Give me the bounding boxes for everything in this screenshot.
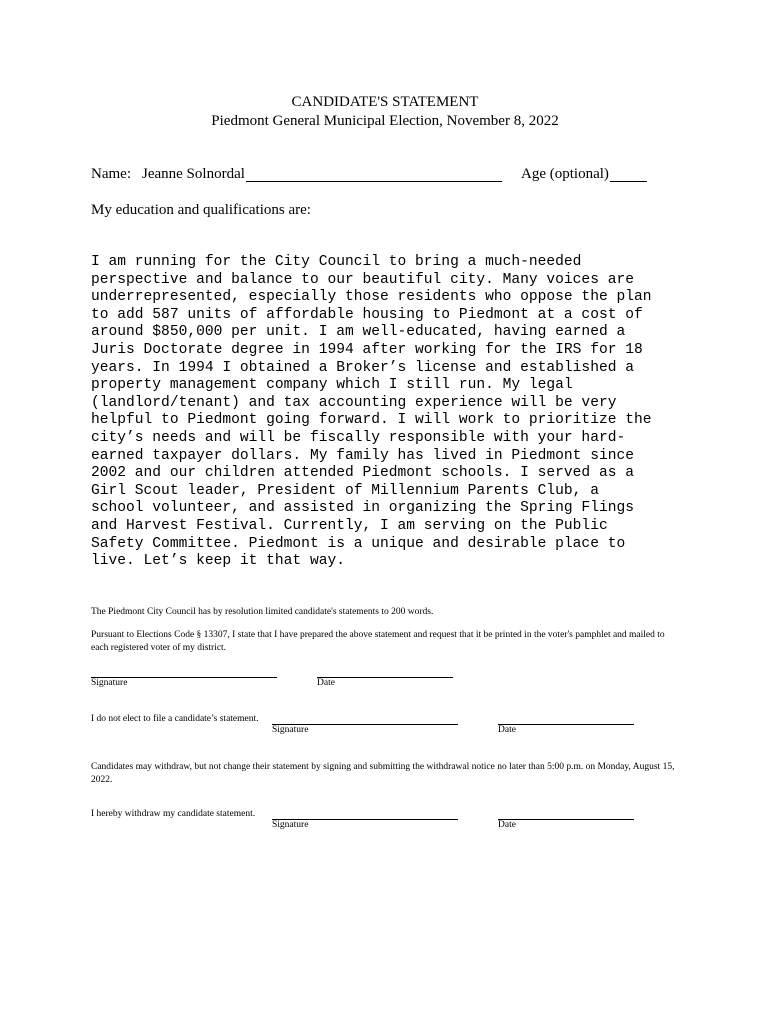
statement-line: (landlord/tenant) and tax accounting experience will be very xyxy=(91,394,617,411)
qualifications-label: My education and qualifications are: xyxy=(91,202,311,218)
candidate-statement xyxy=(91,254,691,571)
withdraw-text: I hereby withdraw my candidate statement. xyxy=(91,809,256,819)
statement-line: I am running for the City Council to bring a much-needed xyxy=(91,254,582,270)
age-blank-line[interactable] xyxy=(610,167,647,182)
date-label: Date xyxy=(317,678,335,688)
statement-line: 2002 and our children attended Piedmont schools. I served as a xyxy=(91,465,634,482)
statement-line: Juris Doctorate degree in 1994 after working for the IRS for 18 xyxy=(91,341,643,358)
pursuant-note: Pursuant to Elections Code § 13307, I state that I have prepared the above statement and request that it be printed in the voter's pamphlet and mailed to each registered voter of my district. xyxy=(91,630,665,653)
statement-line: perspective and balance to our beautiful city. Many voices are xyxy=(91,271,634,288)
word-limit-note: The Piedmont City Council has by resolution limited candidate's statements to 200 words. xyxy=(91,607,434,617)
statement-line: to add 587 units of affordable housing to Piedmont at a cost of xyxy=(91,306,643,323)
statement-line: helpful to Piedmont going forward. I will work to prioritize the xyxy=(91,412,652,429)
statement-line: property management company which I still run. My legal xyxy=(91,377,573,394)
date-line[interactable] xyxy=(498,724,634,725)
signature-label: Signature xyxy=(272,820,309,830)
statement-line: and Harvest Festival. Currently, I am serving on the Public xyxy=(91,517,608,534)
date-label: Date xyxy=(498,725,516,735)
statement-line: live. Let’s keep it that way. xyxy=(91,553,345,570)
name-value: Jeanne Solnordal xyxy=(142,166,245,182)
statement-line: years. In 1994 I obtained a Broker’s license and established a xyxy=(91,359,634,376)
name-blank-line[interactable] xyxy=(246,167,502,182)
statement-line: school volunteer, and assisted in organizing the Spring Flings xyxy=(91,500,634,517)
age-label: Age (optional) xyxy=(521,166,609,182)
document-title: CANDIDATE'S STATEMENT xyxy=(291,94,479,110)
election-subtitle: Piedmont General Municipal Election, November 8, 2022 xyxy=(211,113,559,129)
signature-label: Signature xyxy=(91,678,128,688)
statement-line: Safety Committee. Piedmont is a unique and desirable place to xyxy=(91,535,626,552)
date-line[interactable] xyxy=(317,677,453,678)
signature-label: Signature xyxy=(272,725,309,735)
withdraw-note: Candidates may withdraw, but not change their statement by signing and submitting the withdrawal notice no later than 5:00 p.m. on Monday, August 15, 2022. xyxy=(91,762,675,785)
name-label: Name: xyxy=(91,166,131,182)
statement-line: underrepresented, especially those residents who oppose the plan xyxy=(91,289,652,306)
date-line[interactable] xyxy=(498,819,634,820)
not-elect-text: I do not elect to file a candidate’s statement. xyxy=(91,714,259,724)
statement-line: Girl Scout leader, President of Millennium Parents Club, a xyxy=(91,482,599,499)
statement-line: city’s needs and will be fiscally responsible with your hard- xyxy=(91,429,626,446)
statement-line: earned taxpayer dollars. My family has lived in Piedmont since xyxy=(91,447,634,464)
date-label: Date xyxy=(498,820,516,830)
statement-line: around $850,000 per unit. I am well-educated, having earned a xyxy=(91,324,626,341)
